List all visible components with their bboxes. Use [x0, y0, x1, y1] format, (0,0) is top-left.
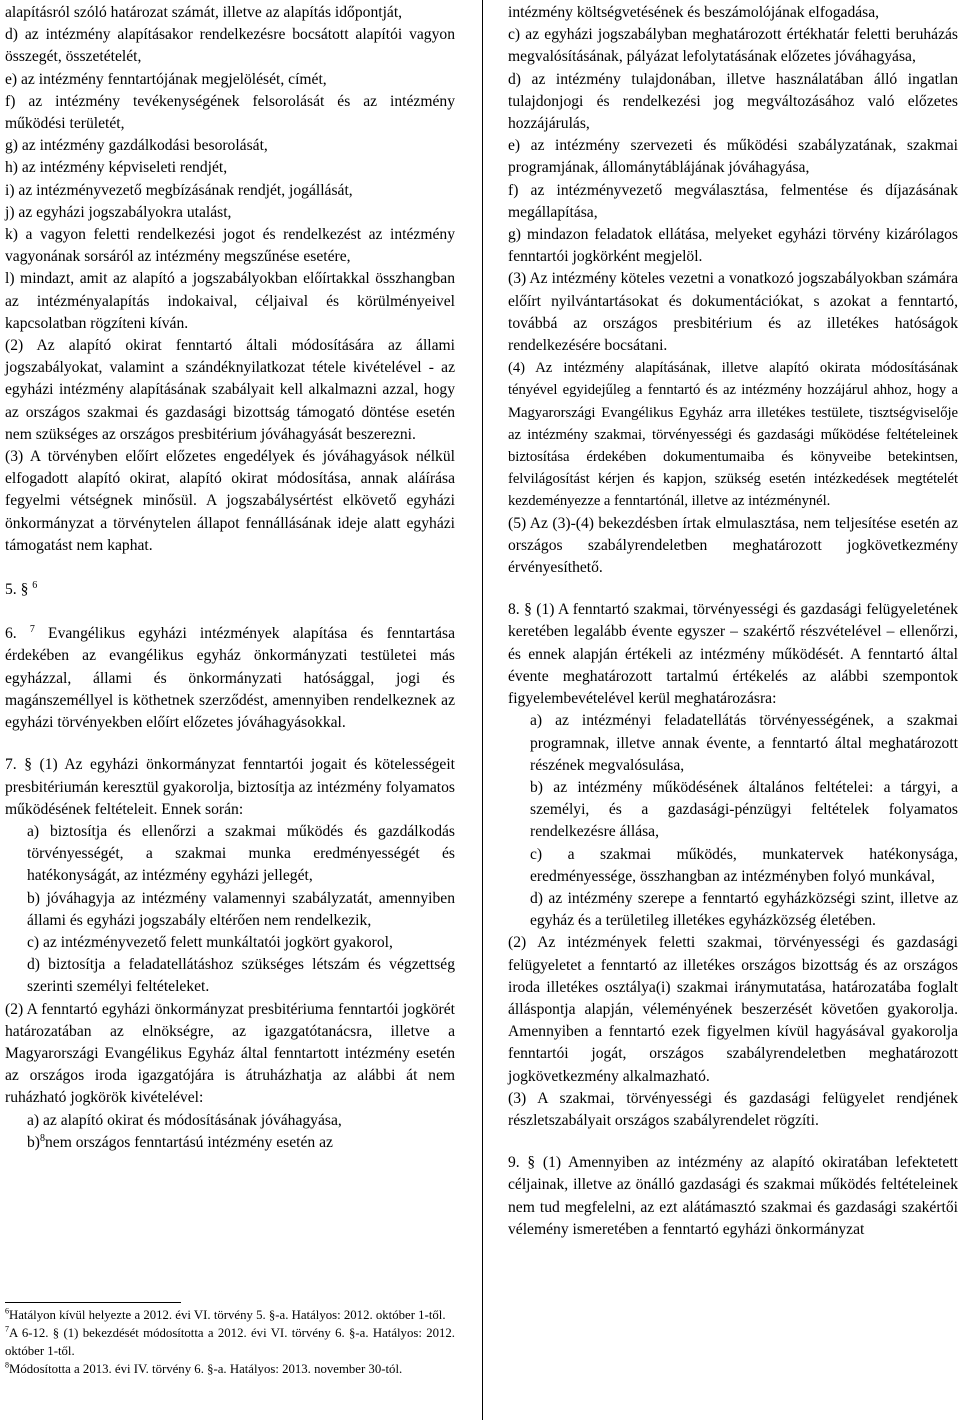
section-8: 8. § (1) A fenntartó szakmai, törvényességi és gazdasági felügyeletének keretében legalább évente egyszer – szakértő részvételével – ellenőrzi, és ennek alapján értékeli az intézmény működését. A fenntartó által évente meghatározott tartalmú értékelés az alábbi szempontok figyelembevételével kerül meghatározásra:	[508, 601, 958, 708]
section-5-heading: 5. § $^6$	[5, 579, 38, 599]
footnote-separator	[5, 1302, 181, 1303]
paragraph: (3) A szakmai, törvényességi és gazdasági felügyelet rendjének részletszabályait országos szabályrendelet rögzíti.	[508, 1089, 958, 1129]
paragraph: e) az intézmény fenntartójának megjelölését, címét,	[5, 70, 327, 88]
list-item: c) az egyházi jogszabályban meghatározott értékhatár feletti beruházás megvalósításának, pályázat lefolytatásának előzetes jóváhagyása,	[508, 26, 958, 66]
paragraph: h) az intézmény képviseleti rendjét,	[5, 159, 228, 177]
paragraph: (2) Az alapító okirat fenntartó általi módosítására az állami jogszabályokat, valamint a szándéknyilatkozat tétele kivételével - az egyházi intézmény alapításának szabályait kell alkalmazni azzal, hogy az országos szakmai és gazdasági bizottság támogató döntése esetén nem szükséges az országos presbitérium jóváhagyását beszerezni.	[5, 337, 455, 443]
section-7: 7. § (1) Az egyházi önkormányzat fenntartói jogait és kötelességeit presbitériumán keresztül gyakorolja, biztosítja az intézmény folyamatos működésének feltételeit. Ennek során:	[5, 756, 455, 818]
paragraph: f) az intézmény tevékenységének felsorolását és az intézmény működési területét,	[5, 92, 455, 133]
list-item: a) az intézményi feladatellátás törvényességének, a szakmai programnak, illetve annak évente, a fenntartó által meghatározott részének megvalósulása,	[530, 712, 958, 774]
list-item: a) biztosítja és ellenőrzi a szakmai működés és gazdálkodás törvényességét, a szakmai munka eredményességét és hatékonyságát, az intézmény egyházi jellegét,	[27, 822, 455, 885]
list-item: d) biztosítja a feladatellátáshoz szükséges létszám és végzettség szerinti személyi feltételeket.	[27, 956, 455, 996]
list-item: b)$^8$nem országos fenntartású intézmény esetén az	[27, 1132, 333, 1151]
footnote-ref: 6	[32, 579, 38, 591]
paragraph: (2) A fenntartó egyházi önkormányzat presbitériuma fenntartói jogkörét határozatában az elnökségre, az igazgatótanácsra, illetve a Magyarországi Evangélikus Egyház által fenntartott intézmény esetén az országos iroda igazgatójára is átruházhatja az alábbi át nem ruházható jogkörök kivételével:	[5, 1000, 455, 1107]
paragraph: (2) Az intézmények feletti szakmai, törvényességi és gazdasági felügyeletet a fenntartó az illetékes országos bizottság és az országos iroda illetékes osztálya(i) szakmai iránymutatása, határozatába foglalt álláspontja alapján, véleményének beszerzését követően gyakorolja. Amennyiben a fenntartó ezek figyelmen kívül hagyásával gyakorolja fenntartói jogát, országos szabályrendeletben meghatározott jogkövetkezmény alkalmazható.	[508, 934, 958, 1085]
list-item: e) az intézmény szervezeti és működési szabályzatának, szakmai programjának, állománytáblájának jóváhagyása,	[508, 137, 958, 177]
paragraph: (3) A törvényben előírt előzetes engedélyek és jóváhagyások nélkül elfogadott alapító okirat, alapító okirat módosítása, annak aláírása fegyelmi vétségnek minősül. A jogszabálysértést elkövető egyházi önkormányzat a törvénytelen állapot fennállásának ideje alatt egyházi támogatást nem kaphat.	[5, 448, 455, 554]
list-item: f) az intézményvezető megválasztása, felmentése és díjazásának megállapítása,	[508, 181, 958, 221]
list-item: c) a szakmai működés, munkatervek hatékonysága, eredményessége, összhangban az intézményben folyó munkával,	[530, 845, 958, 885]
footnote-ref: 7	[29, 624, 35, 636]
section-6: 6. $^7$ Evangélikus egyházi intézmények alapítása és fenntartása érdekében az evangélikus egyház önkormányzati testületei más egyházzal, állami és önkormányzati hatósággal, jogi és magánszeméllyel is köthetnek szerződést, amennyiben rendelkeznek az egyházi törvényekben előírt előzetes jóváhagyásokkal.	[5, 624, 456, 732]
column-divider	[482, 0, 483, 1420]
paragraph: j) az egyházi jogszabályokra utalást,	[5, 203, 232, 221]
paragraph: (5) Az (3)-(4) bekezdésben írtak elmulasztása, nem teljesítése esetén az országos szabályrendeletben meghatározott jogkövetkezmény érvényesíthető.	[508, 514, 958, 577]
paragraph: intézmény költségvetésének és beszámolójának elfogadása,	[508, 4, 880, 21]
paragraph: (3) Az intézmény köteles vezetni a vonatkozó jogszabályokban számára előírt nyilvántartásokat és dokumentációkat, s azokat a fenntartó, továbbá az országos presbitérium és az illetékes hatóságok rendelkezésére bocsátani.	[508, 270, 958, 355]
footnotes	[5, 1306, 455, 1378]
footnote: $^8$Módosította a 2013. évi IV. törvény 6. §-a. Hatályos: 2013. november 30-tól.	[5, 1360, 403, 1376]
paragraph: alapításról szóló határozat számát, illetve az alapítás időpontját,	[5, 4, 403, 21]
paragraph: g) az intézmény gazdálkodási besorolását,	[5, 137, 268, 155]
section-9: 9. § (1) Amennyiben az intézmény az alapító okiratában lefektetett céljainak, illetve az önálló gazdasági és szakmai működés feltételeinek nem tud megfelelni, az ezt alátámasztó szakmai és gazdasági szakértői vélemény ismeretében a fenntartó egyházi önkormányzat	[508, 1154, 958, 1238]
list-item: b) jóváhagyja az intézmény valamennyi szabályzatát, amennyiben állami és egyházi jogszabály eltérően nem rendelkezik,	[27, 889, 455, 929]
paragraph: k) a vagyon feletti rendelkezési jogot és rendelkezést az intézmény vagyonának sorsáról az intézmény megszűnése esetére,	[5, 226, 455, 266]
footnote-ref: 8	[40, 1132, 45, 1144]
list-item: a) az alapító okirat és módosításának jóváhagyása,	[27, 1111, 342, 1129]
paragraph: l) mindazt, amit az alapító a jogszabályokban előírtakkal összhangban az intézményalapítás indokaival, céljaival és körülményeivel kapcsolatban rögzíteni kíván.	[5, 270, 455, 332]
list-item: g) mindazon feladatok ellátása, melyeket egyházi törvény kizárólagos fenntartói jogkörként megjelöl.	[508, 226, 958, 266]
paragraph: (4) Az intézmény alapításának, illetve alapító okirata módosításának tényével egyidejűleg a fenntartó és az intézmény hozzájárul ahhoz, hogy a Magyarországi Evangélikus Egyház arra illetékes testülete, tisztségviselője az intézmény szakmai, törvényességi és gazdasági működése feltételeinek biztosítása érdekében dokumentumaiba és könyveibe betekintsen, felvilágosítást kérjen és kapjon, szükség esetén intézkedések megtételét kezdeményezze a fenntartónál, illetve az intézménynél.	[508, 360, 958, 510]
list-item: d) az intézmény tulajdonában, illetve használatában álló ingatlan tulajdonjogi és rendelkezési jog megváltozásához való előzetes hozzájárulás,	[508, 70, 958, 133]
left-column	[5, 2, 455, 1154]
footnote: $^6$Hatályon kívül helyezte a 2012. évi VI. törvény 5. §-a. Hatályos: 2012. október 1-től.	[5, 1306, 446, 1322]
right-column	[508, 2, 958, 1241]
list-item: c) az intézményvezető felett munkáltatói jogkört gyakorol,	[27, 933, 393, 951]
paragraph: i) az intézményvezető megbízásának rendjét, jogállását,	[5, 181, 353, 199]
footnote: $^7$A 6-12. § (1) bekezdését módosította a 2012. évi VI. törvény 6. §-a. Hatályos: 2012. október 1-től.	[5, 1324, 455, 1358]
list-item: d) az intézmény szerepe a fenntartó egyházközségi szint, illetve az egyház és a területileg illetékes egyházközség életében.	[530, 889, 958, 930]
list-item: b) az intézmény működésének általános feltételei: a tárgyi, a személyi, és a gazdasági-pénzügyi feltételek folyamatos rendelkezésre állása,	[530, 778, 958, 841]
paragraph: d) az intézmény alapításakor rendelkezésre bocsátott alapítói vagyon összegét, összetételét,	[5, 26, 455, 66]
